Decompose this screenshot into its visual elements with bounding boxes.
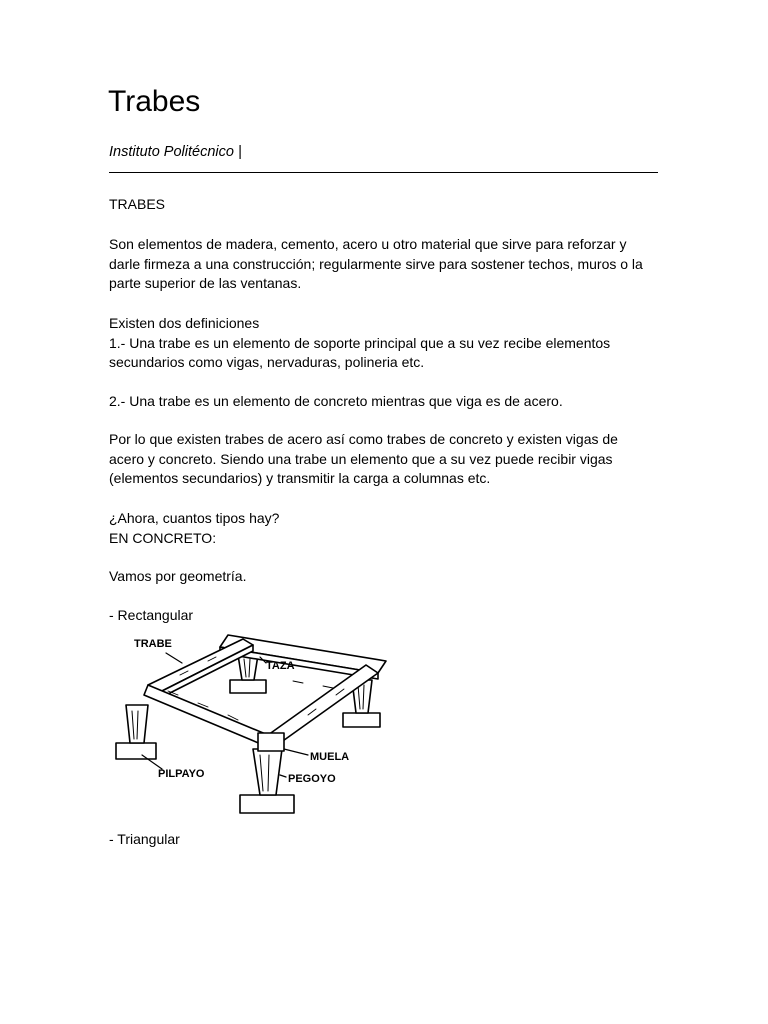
section-heading: TRABES <box>109 196 166 212</box>
paragraph-line: Por lo que existen trabes de acero así como trabes de concreto y existen vigas de <box>109 431 618 447</box>
front-pedestal <box>240 733 294 813</box>
definition-paragraph <box>109 235 669 294</box>
title-divider <box>109 172 658 173</box>
geometry-intro: Vamos por geometría. <box>109 568 247 584</box>
muela-leader <box>284 749 308 755</box>
paragraph-line: darle firmeza a una construcción; regularmente sirve para sostener techos, muros o la <box>109 255 643 272</box>
paragraph-line: Son elementos de madera, cemento, acero u otro material que sirve para reforzar y <box>109 236 627 252</box>
pegoyo-leader <box>280 775 286 777</box>
definition-1-line: 1.- Una trabe es un elemento de soporte principal que a su vez recibe elementos <box>109 334 611 351</box>
document-subtitle: Instituto Politécnico | <box>109 144 242 160</box>
beam-structure-illustration <box>108 625 398 825</box>
definition-1-line: secundarios como vigas, nervaduras, polineria etc. <box>109 354 425 370</box>
definitions-intro: Existen dos definiciones <box>109 315 260 331</box>
definition-2: 2.- Una trabe es un elemento de concreto mientras que viga es de acero. <box>109 393 563 409</box>
label-pegoyo: PEGOYO <box>288 773 336 785</box>
paragraph-line: parte superior de las ventanas. <box>109 275 302 291</box>
label-muela: MUELA <box>310 751 350 763</box>
triangular-label: - Triangular <box>109 831 180 847</box>
concrete-heading: EN CONCRETO: <box>109 529 217 546</box>
types-question: ¿Ahora, cuantos tipos hay? <box>109 510 280 526</box>
paragraph-line: acero y concreto. Siendo una trabe un elemento que a su vez puede recibir vigas <box>109 450 613 467</box>
types-block <box>109 509 669 548</box>
left-pedestal <box>116 705 156 759</box>
label-pilpayo: PILPAYO <box>158 768 205 780</box>
rectangular-label: - Rectangular <box>109 607 194 623</box>
definitions-block <box>109 314 669 373</box>
paragraph-line: (elementos secundarios) y transmitir la carga a columnas etc. <box>109 470 491 486</box>
label-trabe: TRABE <box>134 638 172 650</box>
document-title: Trabes <box>108 85 201 118</box>
explanation-paragraph <box>109 430 669 489</box>
trabe-leader <box>166 653 182 663</box>
label-taza: TAZA <box>266 660 295 672</box>
